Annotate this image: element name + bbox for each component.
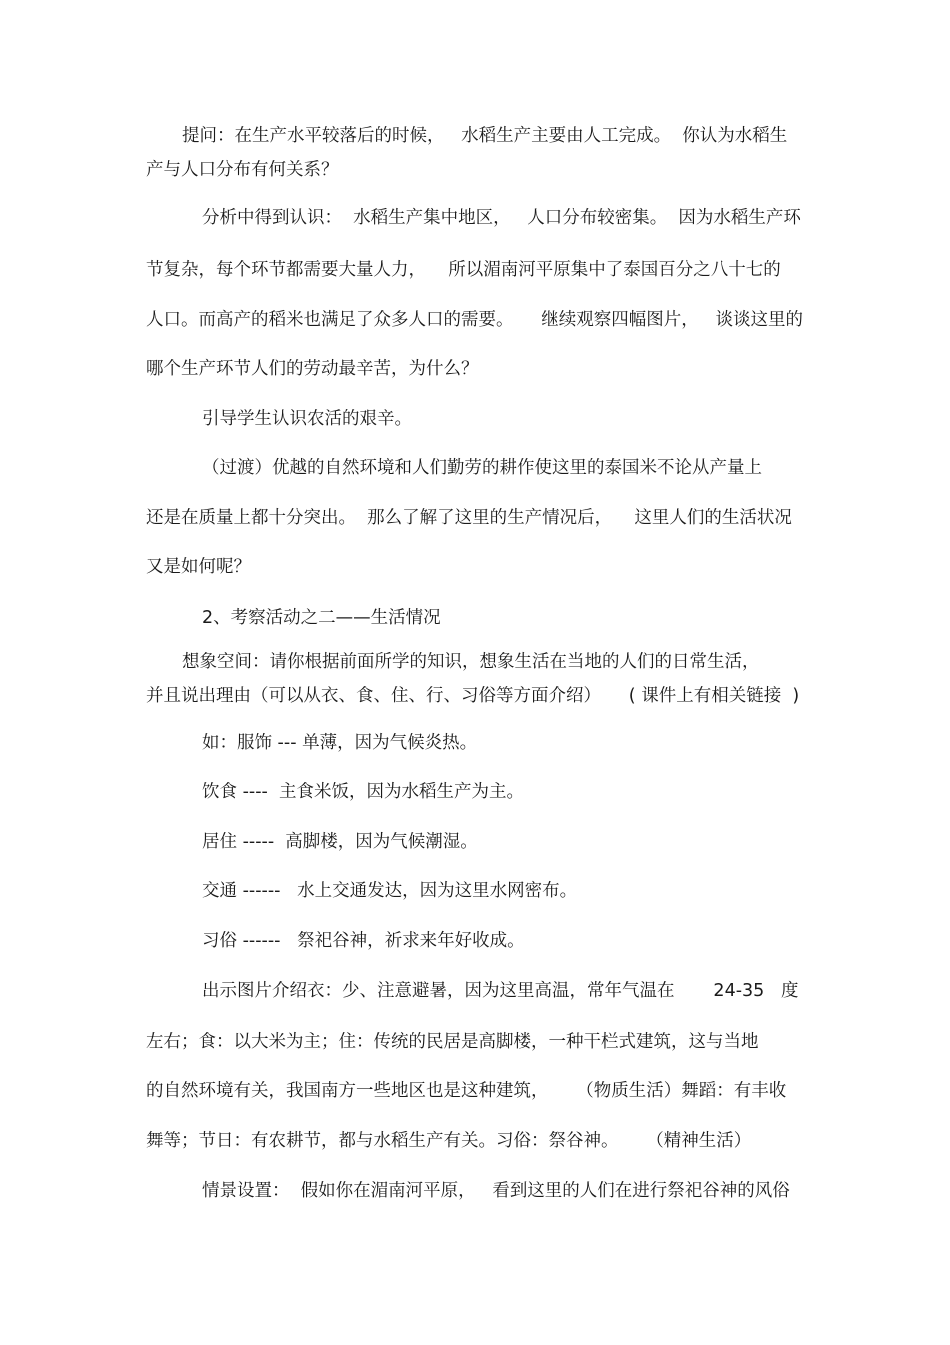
section-heading: 2、考察活动之二——生活情况 — [202, 608, 441, 628]
paragraph-line: 并且说出理由（可以从衣、食、住、行、习俗等方面介绍） ( 课件上有相关链接 ) — [146, 686, 800, 706]
paragraph-line: 饮食 ---- 主食米饭，因为水稻生产为主。 — [202, 782, 524, 802]
paragraph-line: 哪个生产环节人们的劳动最辛苦，为什么？ — [146, 359, 479, 379]
paragraph-line: 舞等；节日：有农耕节，都与水稻生产有关。习俗：祭谷神。 （精神生活） — [146, 1131, 752, 1151]
paragraph-line: 习俗 ------ 祭祀谷神，祈求来年好收成。 — [202, 931, 525, 951]
paragraph-line: （过渡）优越的自然环境和人们勤劳的耕作使这里的泰国米不论从产量上 — [202, 458, 762, 478]
paragraph-line: 人口。而高产的稻米也满足了众多人口的需要。 继续观察四幅图片， 谈谈这里的 — [146, 310, 803, 330]
paragraph-line: 如：服饰 --- 单薄，因为气候炎热。 — [202, 733, 478, 753]
paragraph-line: 想象空间：请你根据前面所学的知识，想象生活在当地的人们的日常生活， — [182, 652, 760, 672]
paragraph-line: 节复杂，每个环节都需要大量人力， 所以湄南河平原集中了泰国百分之八十七的 — [146, 260, 781, 280]
paragraph-line: 情景设置： 假如你在湄南河平原， 看到这里的人们在进行祭祀谷神的风俗 — [202, 1181, 790, 1201]
paragraph-line: 又是如何呢？ — [146, 557, 251, 577]
paragraph-line: 的自然环境有关，我国南方一些地区也是这种建筑， （物质生活）舞蹈：有丰收 — [146, 1081, 787, 1101]
paragraph-line: 左右；食：以大米为主；住：传统的民居是高脚楼，一种干栏式建筑，这与当地 — [146, 1032, 759, 1052]
paragraph-line: 还是在质量上都十分突出。 那么了解了这里的生产情况后， 这里人们的生活状况 — [146, 508, 792, 528]
paragraph-line: 引导学生认识农活的艰辛。 — [202, 409, 412, 429]
paragraph-line: 居住 ----- 高脚楼，因为气候潮湿。 — [202, 832, 478, 852]
paragraph-line: 出示图片介绍衣：少、注意避暑，因为这里高温，常年气温在 24-35 度 — [202, 981, 799, 1001]
paragraph-line: 产与人口分布有何关系？ — [146, 160, 339, 180]
paragraph-line: 交通 ------ 水上交通发达，因为这里水网密布。 — [202, 881, 578, 901]
paragraph-line: 分析中得到认识： 水稻生产集中地区， 人口分布较密集。 因为水稻生产环 — [202, 208, 801, 228]
paragraph-line: 提问：在生产水平较落后的时候， 水稻生产主要由人工完成。 你认为水稻生 — [182, 126, 788, 146]
